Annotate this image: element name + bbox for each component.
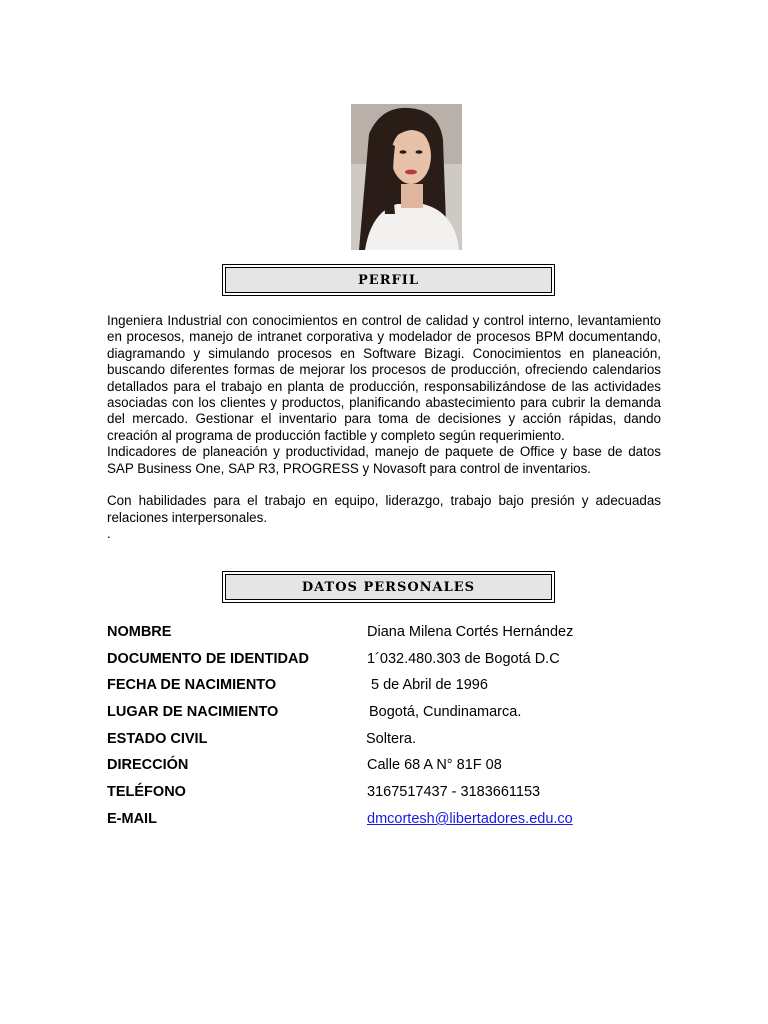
direccion-row [107,755,661,775]
estado-civil-label: ESTADO CIVIL [107,731,208,747]
lugar-nacimiento-label: LUGAR DE NACIMIENTO [107,704,279,720]
profile-photo [351,104,462,250]
email-link[interactable]: dmcortesh@libertadores.edu.co [367,811,573,827]
lugar-nacimiento-value: Bogotá, Cundinamarca. [369,704,522,720]
nombre-row [107,622,661,642]
direccion-label: DIRECCIÓN [107,757,189,773]
documento-value: 1´032.480.303 de Bogotá D.C [367,651,560,667]
profile-paragraph-4: . [107,526,111,542]
telefono-label: TELÉFONO [107,784,186,800]
profile-paragraph-2: Indicadores de planeación y productividad, manejo de paquete de Office y base de datos SAP Business One, SAP R3, PROGRESS y Novasoft para control de inventarios. [107,444,661,476]
fecha-nacimiento-label: FECHA DE NACIMIENTO [107,677,277,693]
estado-civil-value: Soltera. [366,731,416,747]
datos-heading: DATOS PERSONALES [225,574,552,600]
perfil-heading: PERFIL [225,267,552,293]
fecha-nacimiento-row [107,675,661,695]
lugar-nacimiento-row [107,702,661,722]
documento-label: DOCUMENTO DE IDENTIDAD [107,651,309,667]
nombre-value: Diana Milena Cortés Hernández [367,624,574,640]
telefono-row [107,782,661,802]
direccion-value: Calle 68 A N° 81F 08 [367,757,502,773]
telefono-value: 3167517437 - 3183661153 [367,784,541,800]
profile-paragraph-3: Con habilidades para el trabajo en equipo, liderazgo, trabajo bajo presión y adecuadas relaciones interpersonales. [107,493,661,525]
profile-text [107,313,661,543]
estado-civil-row [107,729,661,749]
fecha-nacimiento-value: 5 de Abril de 1996 [371,677,488,693]
perfil-section-header [222,264,555,296]
datos-section-header [222,571,555,603]
profile-paragraph-1: Ingeniera Industrial con conocimientos en control de calidad y control interno, levantamiento en procesos, manejo de intranet corporativa y modelador de procesos BPM documentando, diagramando y simulando procesos en Software Bizagi. Conocimientos en planeación, buscando diferentes formas de mejorar los procesos de producción, ofreciendo calendarios detallados para el trabajo en planta de producción, responsabilizándose de las actividades asociadas con los clientes y productos, planificando abastecimiento para cubrir la demanda del mercado. Gestionar el inventario para toma de decisiones y acción rápidas, dando creación al programa de producción factible y completo según requerimiento. [107,313,661,443]
documento-row [107,649,661,669]
email-row [107,809,661,829]
nombre-label: NOMBRE [107,624,172,640]
email-label: E-MAIL [107,811,157,827]
